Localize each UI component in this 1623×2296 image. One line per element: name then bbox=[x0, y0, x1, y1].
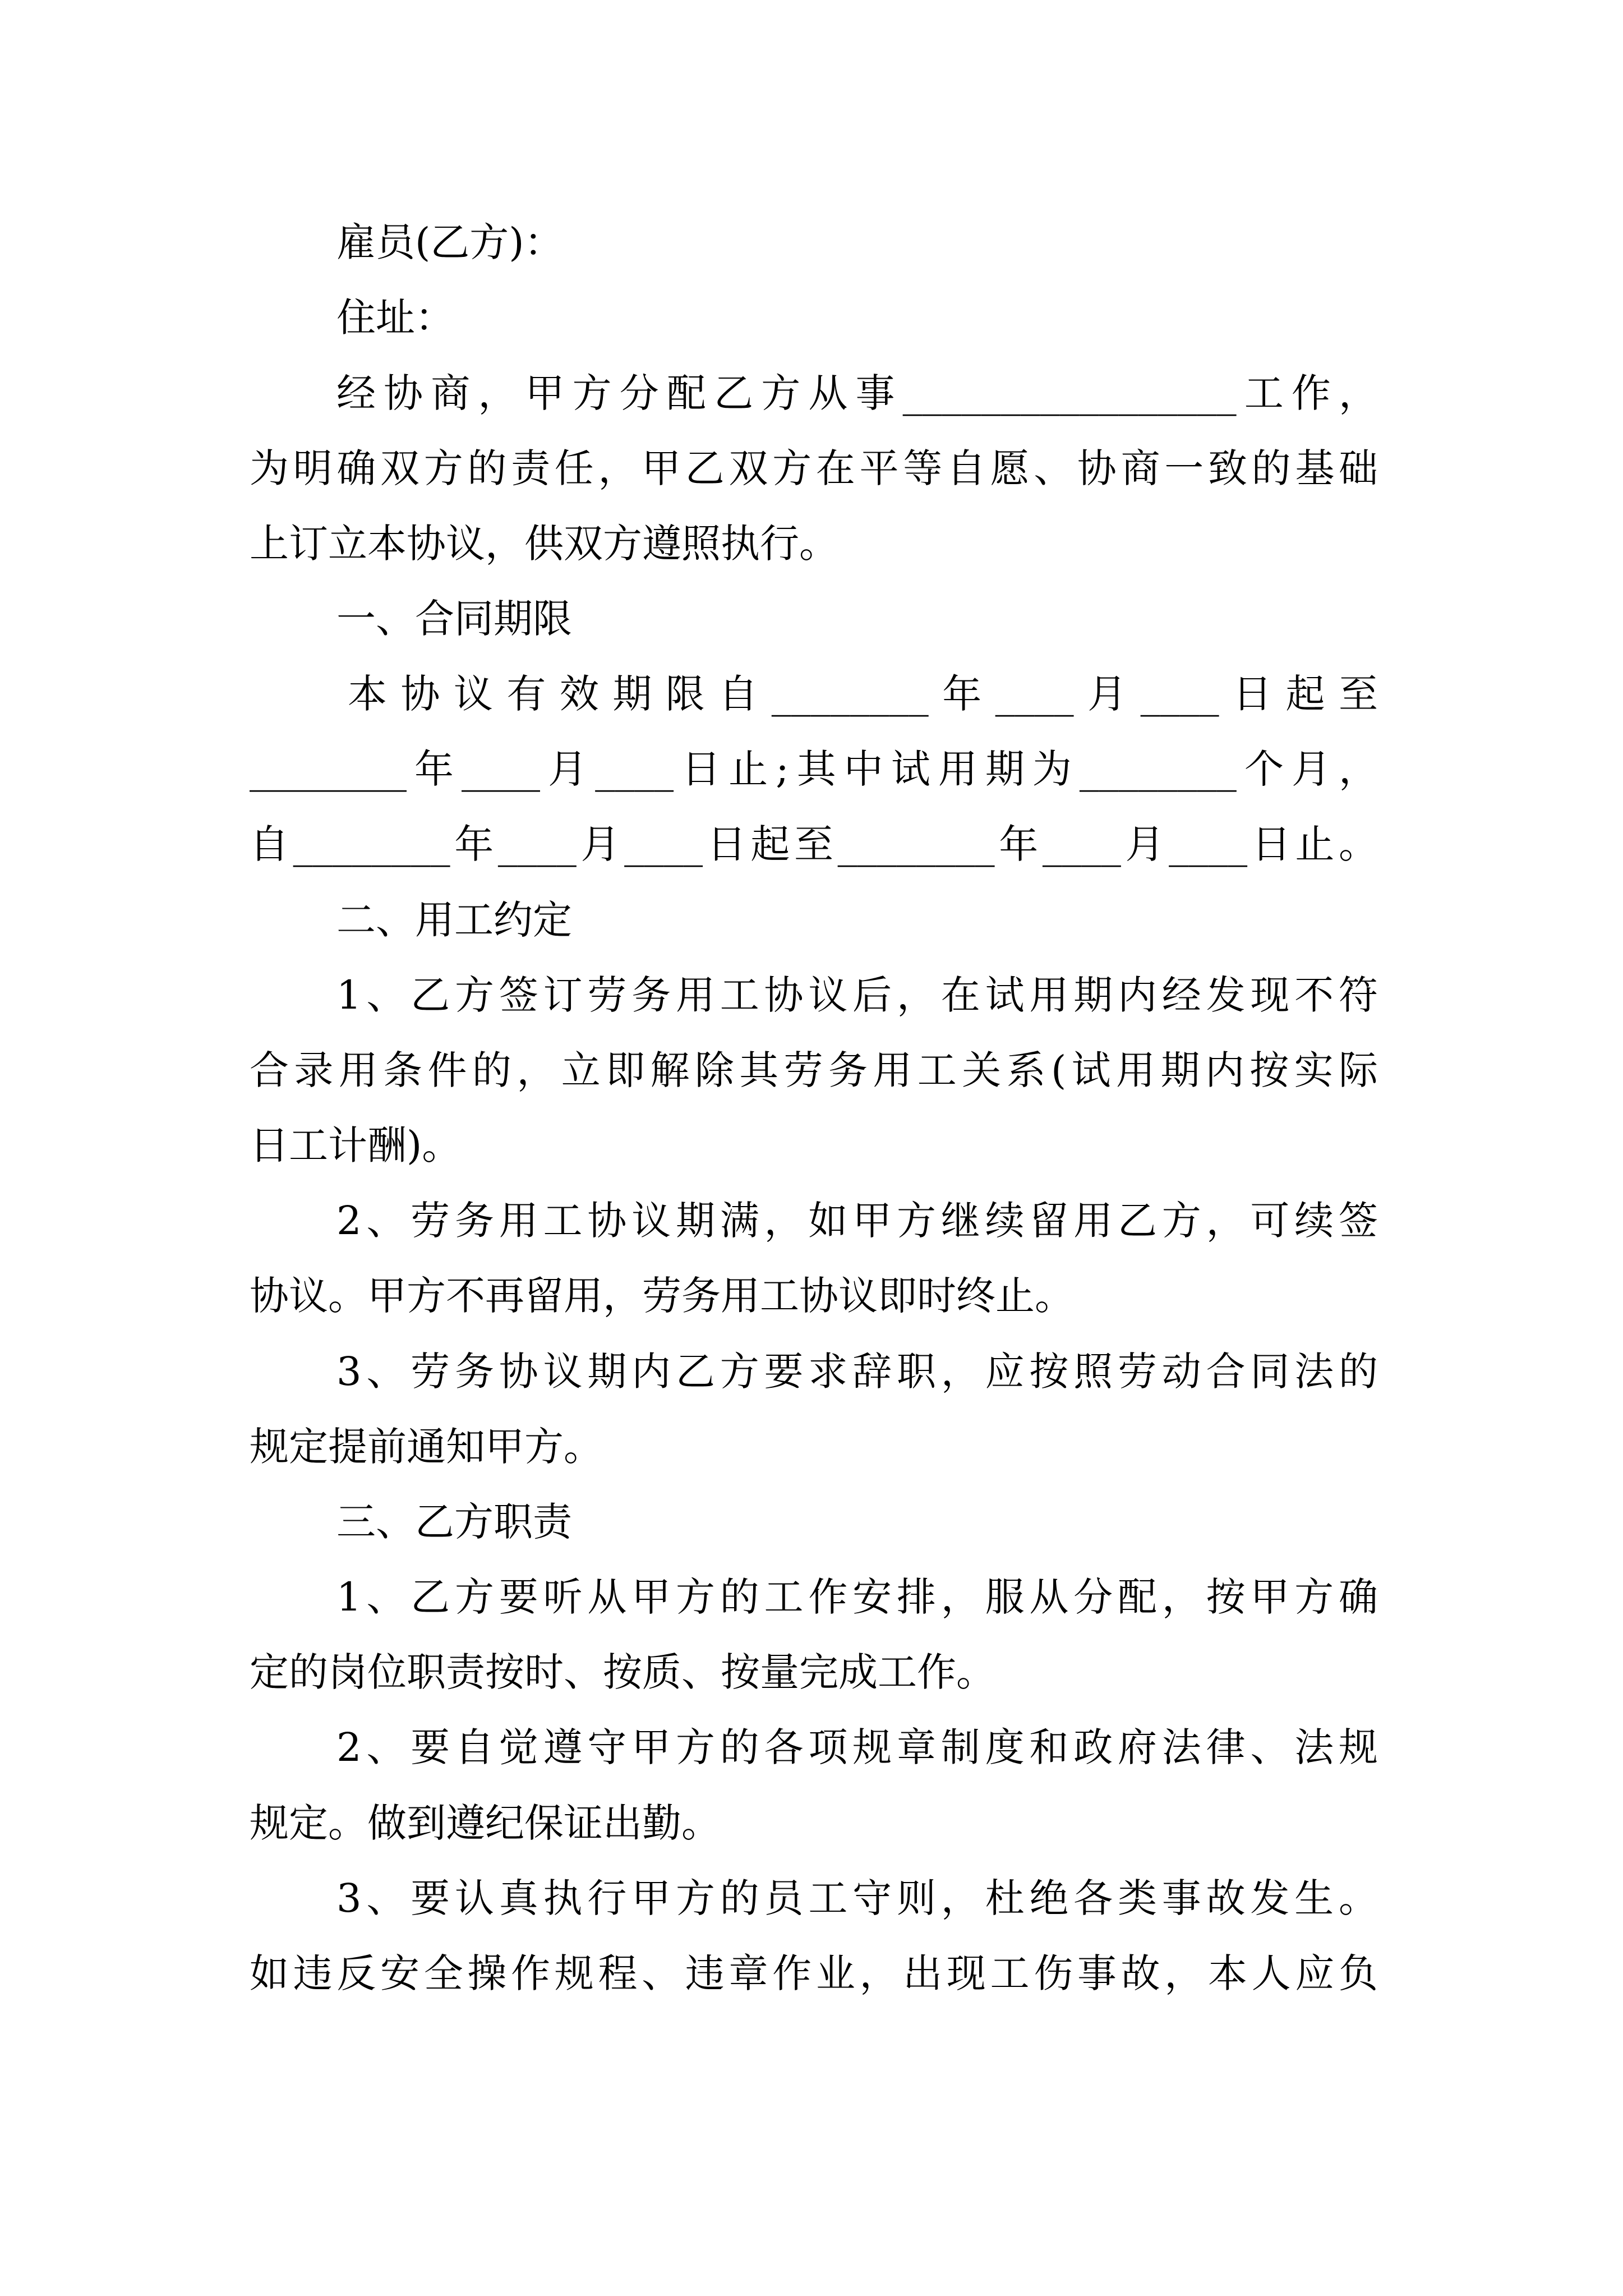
paragraph-line: 1、乙方要听从甲方的工作安排，服从分配，按甲方确 bbox=[336, 1574, 1378, 1620]
paragraph-line: ________年____月____日止;其中试用期为________个月， bbox=[250, 746, 1378, 792]
address-label: 住址： bbox=[336, 295, 454, 341]
paragraph-line: 合录用条件的，立即解除其劳务用工关系(试用期内按实际 bbox=[250, 1047, 1378, 1093]
paragraph-line: 如违反安全操作规程、违章作业，出现工伤事故，本人应负 bbox=[250, 1950, 1378, 1996]
paragraph-line: 为明确双方的责任，甲乙双方在平等自愿、协商一致的基础 bbox=[250, 445, 1378, 491]
paragraph-line: 1、乙方签订劳务用工协议后，在试用期内经发现不符 bbox=[336, 972, 1378, 1018]
paragraph-line: 规定提前通知甲方。 bbox=[250, 1424, 603, 1470]
paragraph-line: 本协议有效期限自________年____月____日起至 bbox=[348, 671, 1378, 717]
paragraph-line: 3、要认真执行甲方的员工守则，杜绝各类事故发生。 bbox=[336, 1875, 1378, 1921]
paragraph-line: 经协商，甲方分配乙方从事_________________工作， bbox=[336, 370, 1378, 416]
employee-party-b-label: 雇员(乙方)： bbox=[336, 219, 564, 265]
paragraph-line: 规定。做到遵纪保证出勤。 bbox=[250, 1800, 721, 1846]
paragraph-line: 自________年____月____日起至________年____月____日止。 bbox=[250, 821, 1378, 867]
paragraph-line: 日工计酬)。 bbox=[250, 1122, 462, 1168]
section-heading-employment-terms: 二、用工约定 bbox=[336, 897, 572, 943]
section-heading-party-b-duties: 三、乙方职责 bbox=[336, 1499, 572, 1545]
paragraph-line: 定的岗位职责按时、按质、按量完成工作。 bbox=[250, 1649, 995, 1695]
paragraph-line: 3、劳务协议期内乙方要求辞职，应按照劳动合同法的 bbox=[336, 1349, 1378, 1395]
paragraph-line: 协议。甲方不再留用，劳务用工协议即时终止。 bbox=[250, 1273, 1074, 1319]
section-heading-contract-term: 一、合同期限 bbox=[336, 596, 572, 642]
paragraph-line: 2、要自觉遵守甲方的各项规章制度和政府法律、法规 bbox=[336, 1724, 1378, 1770]
paragraph-line: 2、劳务用工协议期满，如甲方继续留用乙方，可续签 bbox=[336, 1198, 1378, 1244]
paragraph-line: 上订立本协议，供双方遵照执行。 bbox=[250, 521, 838, 567]
